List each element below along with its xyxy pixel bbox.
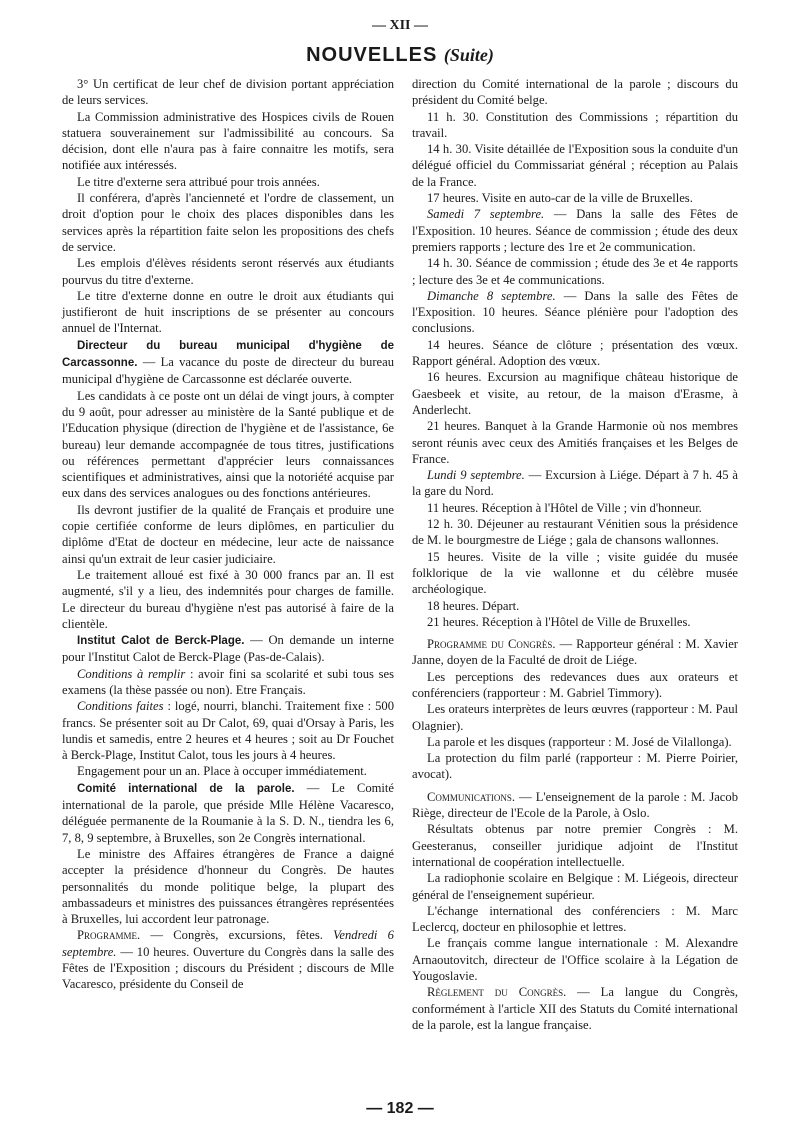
paragraph: 11 h. 30. Constitution des Commissions ; répartition du travail. — [412, 109, 738, 140]
paragraph: Le français comme langue internationale : M. Alexandre Arnaoutovitch, directeur de l'Office scolaire à la Légation de Yougoslavie. — [412, 936, 738, 984]
paragraph: Les orateurs interprètes de leurs œuvres (rapporteur : M. Paul Olagnier). — [412, 702, 738, 733]
paragraph: La parole et les disques (rapporteur : M. José de Vilallonga). — [427, 734, 732, 749]
section-programme-congres — [412, 636, 738, 669]
paragraph: 18 heures. Départ. — [427, 598, 520, 613]
italic-label: Dimanche 8 septembre. — [427, 288, 556, 303]
paragraph: 14 heures. Séance de clôture ; présentation des vœux. Rapport général. Adoption des vœux. — [412, 337, 738, 369]
section-text: — La vacance du poste de directeur du bureau municipal d'hygiène de Carcassonne est déclarée ouverte. — [62, 355, 394, 387]
paragraph: Résultats obtenus par notre premier Congrès : M. Geesteranus, conseiller juridique adjoint de l'Institut international de coopération intellectuelle. — [412, 822, 738, 869]
paragraph-text: — 10 heures. Ouverture du Congrès dans la salle des Fêtes de l'Exposition ; discours du Président ; discours de Mlle Vacaresco, présidente du Conseil de — [62, 944, 394, 992]
section-roman-numeral: — XII — — [371, 18, 428, 33]
paragraph: 21 heures. Banquet à la Grande Harmonie où nos membres seront réunis avec ceux des Amitiés françaises et les Belges de France. — [412, 419, 738, 466]
paragraph: Il conférera, d'après l'ancienneté et l'ordre de classement, un droit d'option pour le choix des places disponibles dans les services après la répartition faite selon les propositions des chefs de service. — [62, 191, 394, 254]
paragraph: Les candidats à ce poste ont un délai de vingt jours, à compter du 9 août, pour adresser au ministère de la Santé publique et de l'Education physique (direction de l'hygiène et de l'assistance, 6e bureau) leur demande accompagnée de tous titres, justifications ou références permettant d'apprécier leurs connaissances scientifiques et administratives, ainsi que la notoriété acquise par eux dans des services analogues ou des fonctions antérieures. — [62, 388, 394, 501]
paragraph: 21 heures. Réception à l'Hôtel de Ville de Bruxelles. — [427, 614, 691, 629]
italic-label: Samedi 7 septembre. — [427, 207, 545, 222]
paragraph-text: — Dans la salle des Fêtes de l'Exposition. 10 heures. Séance plénière pour l'adoption des conclusions. — [412, 288, 738, 336]
paragraph: 12 h. 30. Déjeuner au restaurant Vénitien sous la présidence de M. le bourgmestre de Liége ; gala de chansons wallonnes. — [412, 517, 738, 548]
section-heading: Institut Calot de Berck-Plage. — [77, 635, 245, 648]
paragraph: 15 heures. Visite de la ville ; visite guidée du musée folklorique de la vie wallonne et du célèbre musée archéologique. — [412, 549, 738, 597]
smallcaps-label: Règlement du Congrès. — [427, 985, 567, 1000]
paragraph: Le titre d'externe donne en outre le droit aux étudiants qui justifieront de huit inscriptions de se présenter au concours annuel de l'Internat. — [62, 288, 394, 336]
smallcaps-label: Programme du Congrès. — [427, 637, 556, 652]
right-column — [412, 76, 738, 1033]
paragraph: Le ministre des Affaires étrangères de France a daigné accepter la présidence d'honneur du Congrès. De hautes personnalités du monde politique belge, la plupart des ambassadeurs et ministres des puissances étrangères représentées à Bruxelles, lui accordent leur patronage. — [62, 846, 394, 927]
italic-label: Lundi 9 septembre. — [427, 468, 525, 483]
paragraph: 14 h. 30. Séance de commission ; étude des 3e et 4e rapports ; lecture des 3e et 4e communications. — [412, 256, 738, 287]
paragraph-text: : logé, nourri, blanchi. Traitement fixe : 500 francs. Se présenter soit au Dr Calot, 69, quai d'Orsay à Paris, les lundis et samedis, entre 2 heures et 4 heures ; soit au Dr Fouchet à Berck-Plage, Institut Calot, tous les jours à 4 heures. — [62, 699, 395, 763]
paragraph: Engagement pour un an. Place à occuper immédiatement. — [77, 764, 367, 779]
paragraph: L'échange international des conférenciers : M. Marc Leclercq, docteur en philosophie et lettres. — [412, 903, 738, 935]
paragraph-text: — L'enseignement de la parole : M. Jacob Riège, directeur de l'Ecole de la Parole, à Oslo. — [412, 789, 738, 821]
paragraph: Les emplois d'élèves résidents seront réservés aux étudiants pourvus du titre d'externe. — [62, 256, 394, 287]
title-main: NOUVELLES — [306, 44, 438, 66]
paragraph-text: : avoir fini sa scolarité et subi tous ses examens (la thèse passée ou non). Etre Français. — [62, 666, 394, 697]
section-institut-calot — [62, 632, 394, 666]
page-number: — 182 — — [366, 1100, 434, 1117]
paragraph — [412, 288, 738, 337]
paragraph: 14 h. 30. Visite détaillée de l'Exposition sous la conduite d'un délégué officiel du Commissariat général ; réception au Palais de la France. — [412, 142, 738, 189]
paragraph: 3° Un certificat de leur chef de division portant appréciation de leurs services. — [62, 77, 394, 108]
paragraph: direction du Comité international de la parole ; discours du président du Comité belge. — [412, 77, 738, 108]
italic-label: Conditions faites — [77, 699, 164, 714]
paragraph — [62, 698, 394, 763]
paragraph: Le traitement alloué est fixé à 30 000 francs par an. Il est augmenté, s'il y a lieu, des indemnités pour charges de famille. Le directeur du bureau d'hygiène n'est pas autorisé à faire de la clientèle. — [62, 567, 394, 631]
paragraph: Les perceptions des redevances dues aux orateurs et conférenciers (rapporteur : M. Gabriel Timmory). — [412, 669, 738, 700]
paragraph: La protection du film parlé (rapporteur : M. Pierre Poirier, avocat). — [412, 751, 738, 782]
section-text: — On demande un interne pour l'Institut Calot de Berck-Plage (Pas-de-Calais). — [62, 633, 394, 665]
section-bureau-hygiene — [62, 337, 394, 388]
section-heading: Directeur du bureau municipal d'hygiène de Carcassonne. — [62, 339, 394, 370]
page-title — [0, 44, 800, 67]
paragraph — [62, 666, 394, 699]
paragraph — [412, 206, 738, 255]
smallcaps-label: Communications. — [427, 789, 516, 804]
section-text: — Le Comité international de la parole, que préside Mlle Hélène Vacaresco, déléguée permanente de la Roumanie à la S. D. N., tiendra les 6, 7, 8, 9 septembre, à Bruxelles, son 2e Congrès international. — [62, 780, 394, 845]
paragraph-text: — Congrès, excursions, fêtes. — [140, 928, 334, 943]
paragraph-text: — La langue du Congrès, conformément à l'article XII des Statuts du Comité international de la parole, est la langue française. — [412, 985, 738, 1032]
paragraph: 11 heures. Réception à l'Hôtel de Ville ; vin d'honneur. — [427, 500, 702, 515]
paragraph — [62, 927, 394, 992]
left-column — [62, 76, 394, 993]
smallcaps-label: Programme. — [77, 928, 141, 943]
paragraph — [412, 467, 738, 500]
paragraph: Ils devront justifier de la qualité de Français et produire une copie certifiée conforme de leurs diplômes, en particulier du diplôme d'Etat de docteur en médecine, leur acte de naissance ainsi qu'un extrait de leur casier judiciaire. — [62, 502, 394, 566]
paragraph-text: — Excursion à Liége. Départ à 7 h. 45 à la gare du Nord. — [412, 468, 739, 499]
italic-label: Vendredi 6 septembre. — [62, 928, 394, 959]
section-comite-parole — [62, 780, 394, 846]
section-heading: Comité international de la parole. — [77, 782, 295, 795]
paragraph-text: — Dans la salle des Fêtes de l'Exposition. 10 heures. Séance de commission ; étude des deux premiers rapports ; lecture des 1re et 2e communication. — [412, 207, 738, 254]
paragraph: 17 heures. Visite en auto-car de la ville de Bruxelles. — [427, 191, 693, 206]
paragraph: La radiophonie scolaire en Belgique : M. Liégeois, directeur général de l'enseignement supérieur. — [412, 871, 738, 902]
section-reglement-congres — [412, 984, 738, 1033]
title-suite: (Suite) — [443, 45, 494, 65]
italic-label: Conditions à remplir — [77, 666, 186, 681]
section-communications — [412, 789, 738, 822]
paragraph: 16 heures. Excursion au magnifique château historique de Gaesbeek et visite, au retour, de la maison d'Erasme, à Anderlecht. — [412, 370, 738, 417]
paragraph: La Commission administrative des Hospices civils de Rouen statuera souverainement sur l'admissibilité au concours. Sa décision, dont elle n'aura pas à faire connaitre les motifs, sera notifiée aux intéressés. — [62, 109, 394, 173]
paragraph-text: — Rapporteur général : M. Xavier Janne, doyen de la Faculté de droit de Liége. — [412, 637, 738, 668]
paragraph: Le titre d'externe sera attribué pour trois années. — [77, 174, 320, 189]
